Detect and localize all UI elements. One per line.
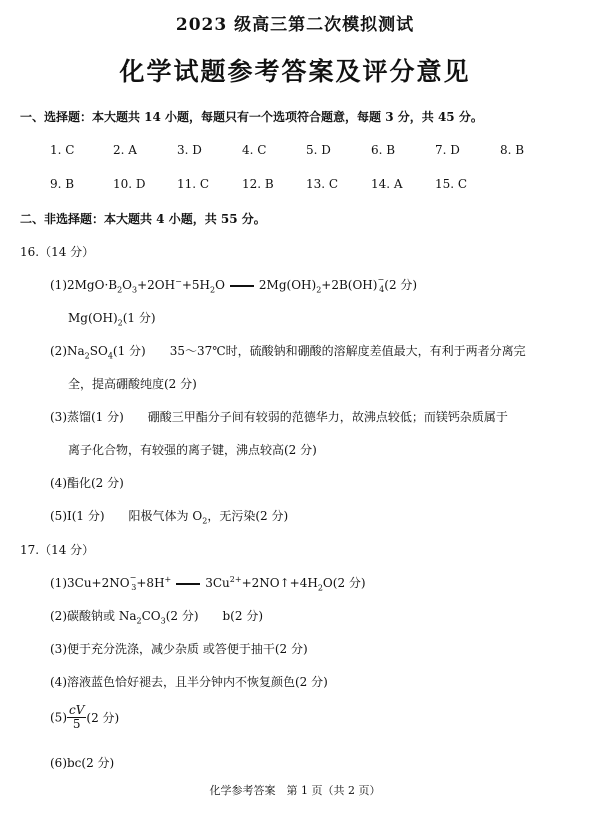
q16-part4: (4)酯化(2 分): [50, 476, 124, 490]
q17-part4: (4)溶液蓝色恰好褪去，且半分钟内不恢复颜色(2 分): [50, 675, 328, 689]
mc-answer-1: 1. C: [50, 143, 75, 157]
q17-part6: (6)bc(2 分): [50, 756, 115, 770]
q16-part5: (5)I(1 分) 阳极气体为 $O_2$，无污染(2 分): [50, 509, 289, 526]
q16-part3-line2: 离子化合物，有较强的离子键，沸点较高(2 分): [68, 443, 317, 457]
mc-answer-11: 11. C: [177, 177, 210, 191]
mc-answer-6: 6. B: [371, 143, 396, 157]
q17-part1-equation: $(1)3Cu+2NO^-_3+8H^+$ $3Cu^{2+}+2NO↑+4H_2O(2$ 分): [50, 573, 366, 593]
mc-answer-12: 12. B: [242, 177, 274, 191]
mc-answer-9: 9. B: [50, 177, 75, 191]
q16-part2-line1: $(2)Na_2SO_4(1$ 分) 35～37℃时，硫酸钠和硼酸的溶解度差值最大，有利于两者分离完: [50, 344, 526, 361]
exam-title: 2023 级高三第二次模拟测试: [175, 15, 415, 35]
q16-part1-equation: $(1)2MgO\cdot B_2O_3+2OH^-+5H_2O$ $2Mg(OH)_2+2B(OH)^-_4(2$ 分): [50, 275, 418, 295]
document-title: 化学试题参考答案及评分意见: [119, 57, 471, 86]
q16-part1-line2: $Mg(OH)_2(1$ 分): [68, 311, 156, 328]
mc-answer-5: 5. D: [306, 143, 331, 157]
q16-part2-line2: 全，提高硼酸纯度(2 分): [68, 377, 197, 391]
mc-answer-7: 7. D: [435, 143, 460, 157]
q17-part2: (2)碳酸钠或 $Na_2CO_3(2$ 分) b(2 分): [50, 609, 263, 626]
equation-equals-bar: [176, 583, 200, 585]
mc-answer-2: 2. A: [113, 143, 137, 157]
section1-heading: 一、选择题：本大题共 14 小题，每题只有一个选项符合题意，每题 3 分，共 45 分。: [20, 110, 483, 124]
equation-equals-bar: [230, 285, 254, 287]
q16-part3-line1: (3)蒸馏(1 分) 硼酸三甲酯分子间有较弱的范德华力，故沸点较低；而镁钙杂质属于: [50, 410, 508, 424]
mc-answer-4: 4. C: [242, 143, 267, 157]
page-footer: 化学参考答案 第 1 页（共 2 页）: [209, 784, 381, 797]
mc-answer-15: 15. C: [435, 177, 468, 191]
mc-answer-13: 13. C: [306, 177, 339, 191]
q16-title: 16.（14 分）: [20, 245, 95, 259]
section2-heading: 二、非选择题：本大题共 4 小题，共 55 分。: [20, 212, 266, 226]
mc-answer-8: 8. B: [500, 143, 525, 157]
mc-answer-14: 14. A: [371, 177, 403, 191]
q17-part3: (3)便于充分洗涤，减少杂质 或答便于抽干(2 分): [50, 642, 308, 656]
mc-answer-3: 3. D: [177, 143, 202, 157]
fraction: $\frac{cV}{5}$: [69, 703, 85, 731]
mc-answer-10: 10. D: [113, 177, 146, 191]
q17-part5: (5) $\frac{cV}{5}$ (2 分): [50, 703, 120, 731]
q17-title: 17.（14 分）: [20, 543, 95, 557]
gas-up-arrow-icon: ↑: [279, 576, 290, 590]
